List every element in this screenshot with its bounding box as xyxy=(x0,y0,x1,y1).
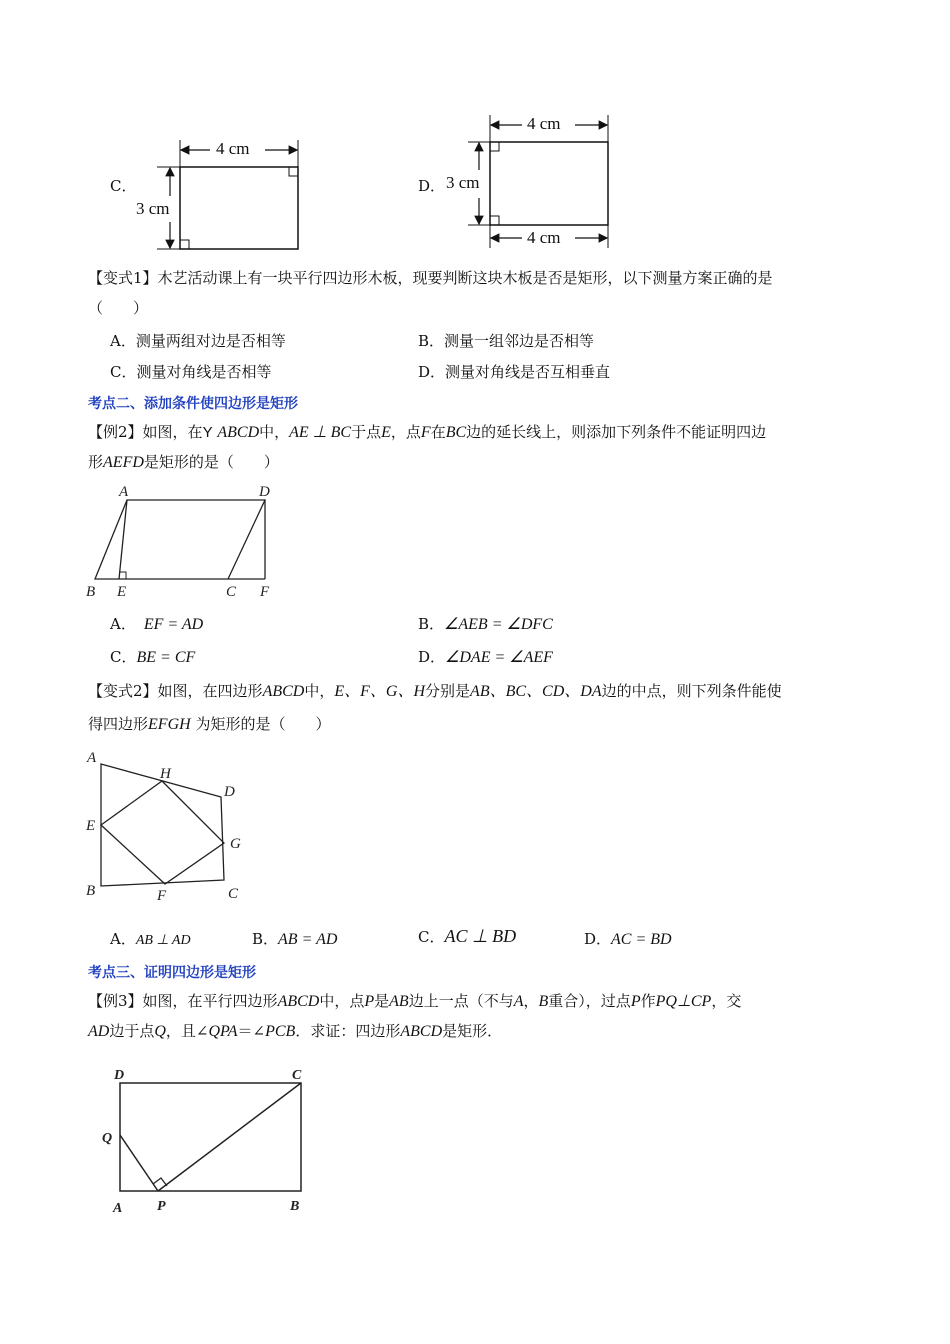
text: 边上一点（不与 xyxy=(408,992,514,1010)
point-label-a: A xyxy=(87,750,97,766)
figure-c-height-label: 3 cm xyxy=(136,199,170,218)
math: ABCD xyxy=(262,683,305,700)
text: 如图，在平行四边形 xyxy=(142,992,278,1010)
option-label: D． xyxy=(418,648,446,666)
option-c-label: C． xyxy=(110,177,137,195)
example3-tag: 【例3】 xyxy=(88,992,143,1010)
point-label-d: D xyxy=(114,1068,125,1083)
math: P xyxy=(364,993,375,1010)
option-math: AC = BD xyxy=(611,931,672,948)
text: 作 xyxy=(640,992,656,1010)
option-math: EF = AD xyxy=(143,616,204,633)
option-label: A． xyxy=(110,615,136,633)
math: ABCD xyxy=(217,424,260,441)
math: PQ⊥CP xyxy=(655,993,712,1010)
math: AB xyxy=(389,993,409,1010)
text: 是 xyxy=(374,992,390,1010)
figure-d-bottom-label: 4 cm xyxy=(527,228,561,247)
text: 重合），过点 xyxy=(548,992,631,1010)
option-text: 测量对角线是否相等 xyxy=(136,363,272,381)
option-math: AC ⊥ BD xyxy=(444,926,517,946)
option-math: ∠DAE = ∠AEF xyxy=(445,649,553,666)
math: QPA xyxy=(208,1023,238,1040)
option-label: C． xyxy=(418,928,445,946)
option-text: 测量一组邻边是否相等 xyxy=(444,332,595,350)
option-label: D． xyxy=(584,930,612,948)
math: B xyxy=(538,993,549,1010)
option-math: AB ⊥ AD xyxy=(135,933,191,948)
math: AD xyxy=(88,1023,110,1040)
variant1-tag: 【变式1】 xyxy=(88,269,158,287)
option-d-label: D． xyxy=(418,177,446,195)
option-math: ∠AEB = ∠DFC xyxy=(444,616,553,633)
point-label-a: A xyxy=(113,1201,123,1216)
math: ABCD xyxy=(400,1023,443,1040)
option-label: B． xyxy=(252,930,279,948)
option-label: B． xyxy=(418,615,445,633)
math: BC xyxy=(445,424,467,441)
point-label-b: B xyxy=(86,883,96,899)
math: P xyxy=(630,993,641,1010)
point-label-a: A xyxy=(119,484,129,500)
text: 在 xyxy=(430,423,446,441)
math: A xyxy=(513,993,524,1010)
text: ，交 xyxy=(711,992,742,1010)
math: EFGH xyxy=(148,716,191,733)
point-label-d: D xyxy=(259,484,270,500)
math: Q xyxy=(154,1023,166,1040)
point-label-g: G xyxy=(230,836,241,852)
option-text: 测量两组对边是否相等 xyxy=(135,332,286,350)
text: 是矩形的是（ ） xyxy=(143,453,279,471)
figure-c-width-label: 4 cm xyxy=(216,139,250,158)
text: 如图，在 xyxy=(142,423,203,441)
point-label-c: C xyxy=(292,1068,302,1083)
section2-heading: 考点二、添加条件使四边形是矩形 xyxy=(88,396,298,412)
math: AB、BC、CD、DA xyxy=(470,683,602,700)
text: 中，点 xyxy=(319,992,365,1010)
text: 边于点 xyxy=(109,1022,155,1040)
text: 形 xyxy=(88,453,104,471)
point-label-c: C xyxy=(228,886,239,902)
math: AE ⊥ BC xyxy=(289,424,352,441)
text: 为矩形的是（ ） xyxy=(195,715,331,733)
option-math: BE = CF xyxy=(136,649,196,666)
option-label: B． xyxy=(418,332,445,350)
figure-d-height-label: 3 cm xyxy=(446,173,480,192)
text: ，点 xyxy=(390,423,421,441)
parallelogram-symbol: Y xyxy=(202,424,213,441)
text: 是矩形． xyxy=(442,1022,503,1040)
point-label-e: E xyxy=(86,818,96,834)
section3-heading: 考点三、证明四边形是矩形 xyxy=(88,965,256,981)
example2-tag: 【例2】 xyxy=(88,423,143,441)
text: 分别是 xyxy=(425,682,471,700)
text: ， xyxy=(523,992,539,1010)
text: ，且∠ xyxy=(165,1022,209,1040)
option-text: 测量对角线是否互相垂直 xyxy=(445,363,611,381)
option-label: A． xyxy=(110,332,136,350)
math: E xyxy=(381,424,391,441)
math: ABCD xyxy=(277,993,320,1010)
point-label-f: F xyxy=(260,584,270,600)
math: PCB xyxy=(265,1023,296,1040)
point-label-q: Q xyxy=(102,1131,113,1146)
text: ．求证：四边形 xyxy=(295,1022,401,1040)
text: 中， xyxy=(304,682,335,700)
variant1-paren: （ ） xyxy=(88,299,149,317)
figure-d-top-label: 4 cm xyxy=(527,114,561,133)
point-label-b: B xyxy=(290,1199,300,1214)
math: F xyxy=(420,424,431,441)
variant2-tag: 【变式2】 xyxy=(88,682,158,700)
point-label-d: D xyxy=(224,784,235,800)
point-label-e: E xyxy=(117,584,127,600)
math: AEFD xyxy=(103,454,144,471)
point-label-p: P xyxy=(157,1199,166,1214)
text: 如图，在四边形 xyxy=(157,682,263,700)
option-label: D． xyxy=(418,363,446,381)
text: 边的延长线上，则添加下列条件不能证明四边 xyxy=(466,423,767,441)
text: 得四边形 xyxy=(88,715,149,733)
text: 边的中点，则下列条件能使 xyxy=(601,682,782,700)
option-label: C． xyxy=(110,363,137,381)
point-label-f: F xyxy=(157,888,167,904)
text: 中， xyxy=(259,423,290,441)
option-label: A． xyxy=(110,930,136,948)
option-label: C． xyxy=(110,648,137,666)
text: 于点 xyxy=(351,423,382,441)
point-label-c: C xyxy=(226,584,237,600)
text: ＝∠ xyxy=(237,1022,266,1040)
math: E、F、G、H xyxy=(334,683,426,700)
point-label-h: H xyxy=(160,766,171,782)
variant1-text: 木艺活动课上有一块平行四边形木板，现要判断这块木板是否是矩形，以下测量方案正确的是 xyxy=(157,269,773,287)
point-label-b: B xyxy=(86,584,96,600)
option-math: AB = AD xyxy=(278,931,338,948)
